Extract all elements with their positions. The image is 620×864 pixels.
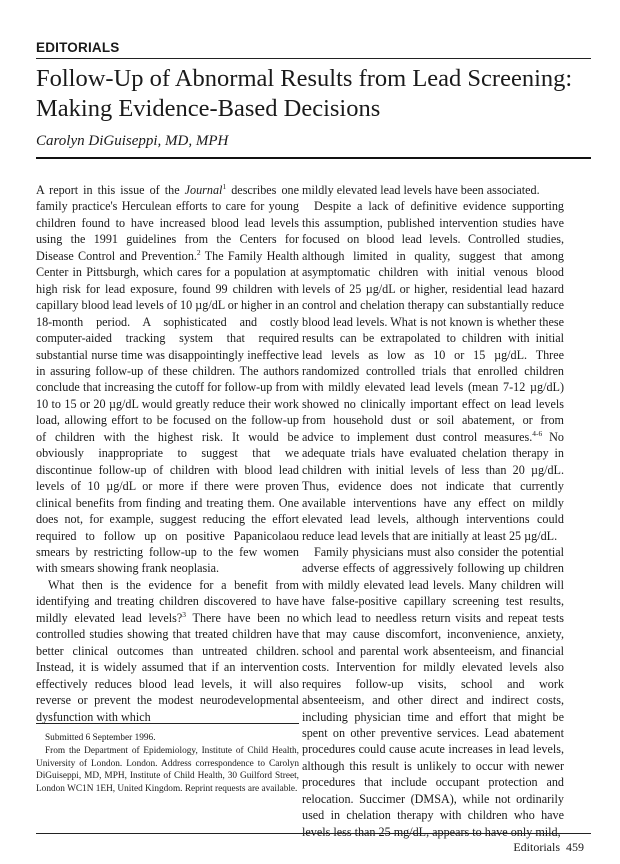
paragraph-3: Despite a lack of definitive evidence supporting this assumption, published intervention studies have focused on blood lead levels. Controlled studies, although limited in quality, suggest that among asymptomatic children with initial venous blood levels of 25 µg/dL or higher, residential lead hazard control and chelation therapy can substantially reduce blood lead levels. What is not known is whether these results can be extrapolated to children with initial lead levels as low as 10 or 15 µg/dL. Three randomized controlled trials that enrolled children with mildly elevated lead levels (mean 7-12 µg/dL) showed no clinically important effect on lead levels from household dust or soil abatement, or from advice to implement dust control measures.$^{4-6}$ No adequate trials have evaluated chelation therapy in children with initial levels of less than 20 µg/dL. Thus, evidence does not indicate that currently available interventions have any effect on mildly elevated lead levels, although interventions could reduce lead levels that are initially at least 25 µg/dL.	[302, 199, 564, 543]
paragraph-continuation: mildly elevated lead levels have been associated.	[302, 183, 540, 197]
footer-rule	[36, 833, 591, 834]
section-label: EDITORIALS	[36, 40, 120, 55]
reference-2: 2	[196, 247, 201, 257]
author-byline: Carolyn DiGuiseppi, MD, MPH	[36, 133, 229, 149]
reference-1: 1	[222, 181, 227, 191]
footnote-affiliation: From the Department of Epidemiology, Institute of Child Health, University of London. London. Address correspondence to Carolyn DiGuiseppi, MD, MPH, Institute of Child Health, 30 Guilford Street, London WC1N 1EH, United Kingdom. Reprint requests are available.	[36, 746, 299, 794]
footnote-rule	[36, 723, 299, 724]
paragraph-1: A report in this issue of the Journal$^1$ describes one family practice's Herculean efforts to care for young children found to have increased blood lead levels using the 1991 guidelines from the Centers for Disease Control and Prevention.$^2$ The Family Health Center in Pittsburgh, which cares for a population at high risk for lead exposure, found 99 children with capillary blood lead levels of 10 µg/dL or higher in an 18-month period. A sophisticated and costly computer-aided tracking system that required substantial nurse time was disappointingly ineffective in assuring follow-up of these children. The authors conclude that increasing the cutoff for follow-up from 10 to 15 or 20 µg/dL would greatly reduce their work load, allowing effort to be focused on the follow-up of children with the highest risk. It would be obviously inappropriate to suggest that we discontinue follow-up of children with blood lead levels of 10 µg/dL or more if there were proven clinical benefits from finding and treating them. One does not, for example, suggest reducing the effort required to follow up on positive Papanicolaou smears by restricting follow-up to the few women with smears showing frank neoplasia.	[36, 181, 299, 576]
footnote-submitted: Submitted 6 September 1996.	[45, 733, 156, 743]
right-column	[302, 182, 564, 840]
paragraph-4: Family physicians must also consider the potential adverse effects of aggressively following up children with mildly elevated lead levels. Many children will have false-positive capillary screening test results, which lead to needless return visits and repeat tests that may cause discomfort, inconvenience, anxiety, school and parental work absenteeism, and financial costs. Intervention for mildly elevated levels also requires follow-up visits, school and work absenteeism, and other direct and indirect costs, including physician time and effort that might be spent on other preventive services. Lead abatement procedures could cause acute increases in lead levels, although this result is unlikely to occur with newer procedures that include occupant protection and relocation. Succimer (DMSA), while not ordinarily used in chelation therapy with children who have levels less than 25 mg/dL, appears to have only mild,	[302, 544, 564, 839]
title-rule	[36, 157, 591, 159]
header-rule	[36, 58, 591, 59]
left-column	[36, 182, 299, 725]
article-title: Follow-Up of Abnormal Results from Lead Screening: Making Evidence-Based Decisions	[36, 65, 573, 122]
footnotes	[36, 732, 299, 795]
reference-3: 3	[182, 609, 187, 619]
reference-4-6: 4-6	[532, 428, 543, 438]
footer-section: Editorials	[513, 840, 560, 854]
page-footer	[513, 840, 584, 855]
paragraph-2: What then is the evidence for a benefit from identifying and treating children discovered to have mildly elevated lead levels?$^3$ There have been no controlled studies showing that treated children have better clinical outcomes than untreated children. Instead, it is widely assumed that if an intervention effectively reduces blood lead levels, it will also reverse or prevent the modest neurodevelopmental dysfunction with which	[36, 577, 299, 724]
journal-name: Journal	[184, 183, 223, 197]
page-number: 459	[566, 840, 584, 854]
